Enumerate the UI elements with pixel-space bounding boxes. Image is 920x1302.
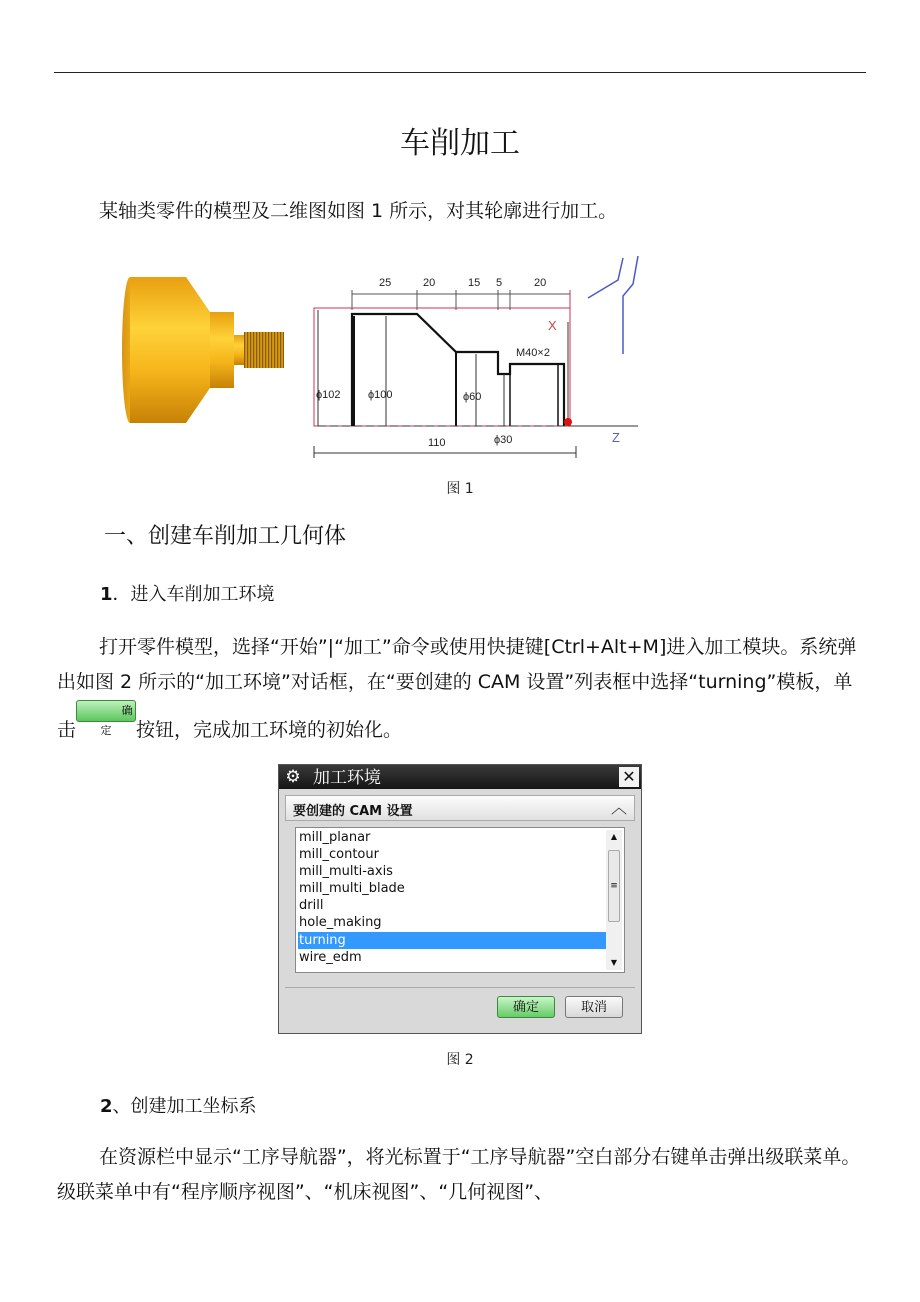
scroll-up-icon[interactable]: ▲	[610, 832, 618, 841]
list-item[interactable]: mill_multi_blade	[299, 881, 405, 896]
dim-label: 20	[534, 277, 547, 289]
dim-label: 5	[496, 277, 503, 289]
dialog-separator	[285, 987, 635, 988]
dia-label: ϕ30	[494, 434, 513, 446]
figure-2-caption: 图 2	[446, 1052, 474, 1068]
subsection-title: ．进入车削加工环境	[112, 584, 275, 605]
axis-x-label: X	[548, 318, 557, 333]
dialog-title: 加工环境	[313, 768, 381, 788]
dia-label: ϕ100	[368, 389, 393, 401]
cancel-button[interactable]: 取消	[565, 996, 623, 1018]
cam-setup-group-header[interactable]	[285, 795, 635, 821]
group-label: 要创建的 CAM 设置	[293, 804, 413, 819]
gear-icon[interactable]: ⚙	[285, 767, 301, 787]
thread-label: M40×2	[516, 347, 550, 359]
dialog-titlebar	[279, 765, 641, 789]
scroll-down-icon[interactable]: ▼	[610, 958, 618, 967]
list-item[interactable]: mill_multi-axis	[299, 864, 393, 879]
figure-1-caption: 图 1	[446, 481, 474, 497]
subsection-heading-1	[100, 580, 275, 606]
header-rule	[54, 72, 866, 73]
list-item[interactable]: wire_edm	[299, 950, 362, 965]
close-icon[interactable]: ✕	[619, 767, 639, 787]
part-3d-model	[122, 277, 284, 423]
instruction-paragraph	[57, 630, 863, 748]
cam-environment-dialog	[278, 764, 642, 1034]
chevron-up-icon[interactable]: ︿	[610, 798, 627, 817]
paragraph-text: 按钮，完成加工环境的初始化。	[136, 719, 403, 741]
dim-label: 20	[423, 277, 436, 289]
scroll-thumb[interactable]: ≡	[608, 850, 620, 922]
axis-z-label: Z	[612, 430, 620, 445]
ok-button[interactable]: 确定	[497, 996, 555, 1018]
list-item[interactable]: mill_planar	[299, 830, 371, 845]
list-scrollbar[interactable]	[606, 830, 622, 970]
section-heading: 一、创建车削加工几何体	[104, 524, 347, 549]
subsection-title: 、创建加工坐标系	[112, 1096, 257, 1117]
intro-paragraph: 某轴类零件的模型及二维图如图 1 所示，对其轮廓进行加工。	[99, 200, 618, 222]
inline-ok-button-image: 确定	[76, 700, 136, 722]
paragraph-text: 打开零件模型，选择“开始”|“加工”命令或使用快捷键[Ctrl+Alt+M]进入加工模块。系统弹出如图 2 所示的“加工环境”对话框，在“要创建的 CAM 设置”列表框中选择“turning”模板，单击	[57, 636, 857, 741]
subsection-number: 1	[100, 584, 113, 605]
list-item[interactable]: mill_contour	[299, 847, 379, 862]
length-label: 110	[428, 437, 446, 449]
figure-1	[118, 250, 648, 470]
subsection-heading-2	[100, 1092, 257, 1118]
dia-label: ϕ60	[463, 391, 482, 403]
dim-label: 25	[379, 277, 392, 289]
page-title: 车削加工	[400, 126, 520, 161]
dia-label: ϕ102	[316, 389, 341, 401]
dim-label: 15	[468, 277, 481, 289]
subsection-number: 2	[100, 1096, 113, 1117]
list-item[interactable]: hole_making	[299, 915, 382, 930]
navigator-paragraph: 在资源栏中显示“工序导航器”，将光标置于“工序导航器”空白部分右键单击弹出级联菜单。级联菜单中有“程序顺序视图”、“机床视图”、“几何视图”、	[57, 1146, 861, 1203]
list-item[interactable]: drill	[299, 898, 324, 913]
cam-setup-list[interactable]	[295, 827, 625, 973]
drawing-labels	[316, 277, 620, 449]
list-item-selected[interactable]: turning	[298, 932, 607, 949]
origin-marker	[564, 418, 572, 426]
